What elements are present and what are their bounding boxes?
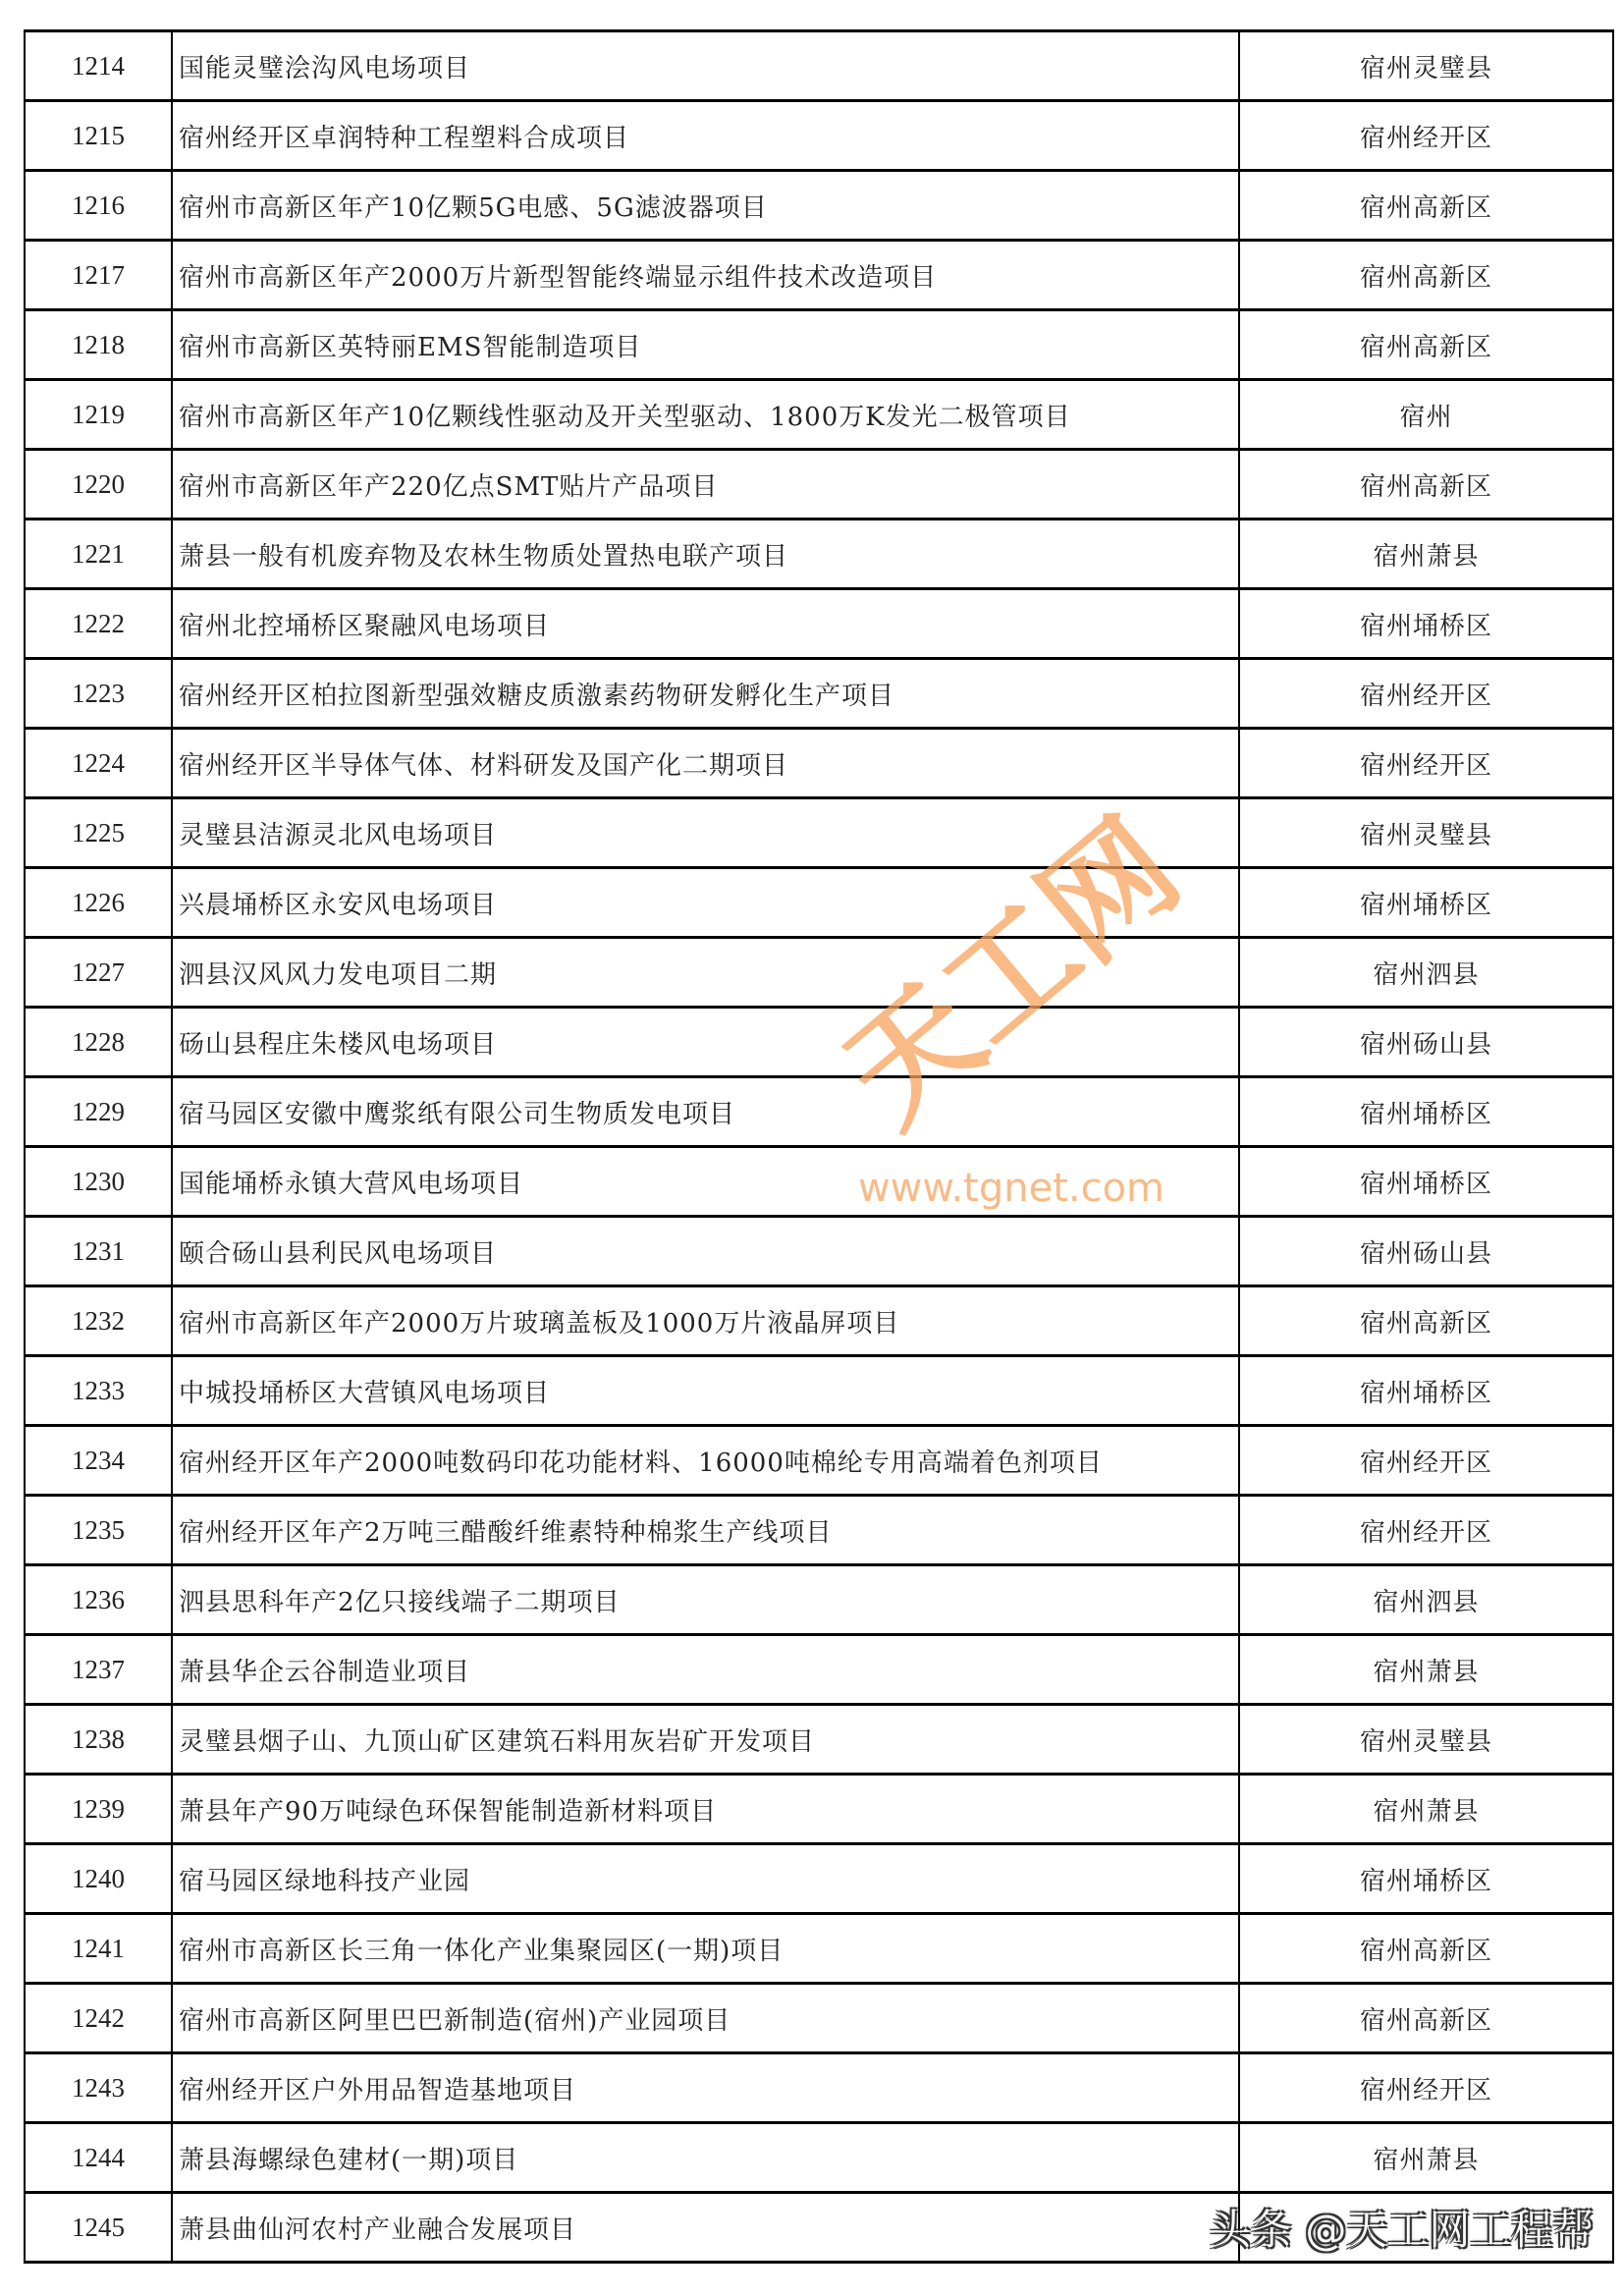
project-name: 宿马园区安徽中鹰浆纸有限公司生物质发电项目	[172, 1077, 1239, 1147]
project-region: 宿州埇桥区	[1239, 1147, 1613, 1217]
project-name: 宿州市高新区年产220亿点SMT贴片产品项目	[172, 450, 1239, 519]
project-name: 国能灵璧浍沟风电场项目	[172, 31, 1239, 101]
table-row	[25, 1008, 1613, 1077]
table-row	[25, 1147, 1613, 1217]
table-row	[25, 938, 1613, 1008]
row-number: 1228	[25, 1008, 172, 1077]
table-row	[25, 450, 1613, 519]
project-name: 砀山县程庄朱楼风电场项目	[172, 1008, 1239, 1077]
project-region: 宿州高新区	[1239, 310, 1613, 380]
project-name: 灵璧县烟子山、九顶山矿区建筑石料用灰岩矿开发项目	[172, 1705, 1239, 1775]
project-name: 宿州经开区卓润特种工程塑料合成项目	[172, 101, 1239, 171]
row-number: 1230	[25, 1147, 172, 1217]
row-number: 1243	[25, 2053, 172, 2123]
row-number: 1231	[25, 1217, 172, 1286]
project-table-body	[25, 31, 1613, 2263]
project-name: 宿州北控埇桥区聚融风电场项目	[172, 589, 1239, 659]
project-region: 宿州经开区	[1239, 1426, 1613, 1496]
project-region: 宿州经开区	[1239, 1496, 1613, 1565]
table-row	[25, 868, 1613, 938]
table-row	[25, 589, 1613, 659]
project-region: 宿州经开区	[1239, 729, 1613, 798]
project-region: 宿州高新区	[1239, 450, 1613, 519]
table-row	[25, 1565, 1613, 1635]
table-row	[25, 2053, 1613, 2123]
project-name: 泗县汉风风力发电项目二期	[172, 938, 1239, 1008]
row-number: 1218	[25, 310, 172, 380]
watermark-logo: 天工网	[816, 792, 1207, 1153]
table-row	[25, 1705, 1613, 1775]
project-region: 宿州萧县	[1239, 2123, 1613, 2193]
table-row	[25, 1496, 1613, 1565]
project-name: 萧县年产90万吨绿色环保智能制造新材料项目	[172, 1775, 1239, 1844]
project-name: 宿州市高新区英特丽EMS智能制造项目	[172, 310, 1239, 380]
row-number: 1217	[25, 241, 172, 310]
project-name: 中城投埇桥区大营镇风电场项目	[172, 1356, 1239, 1426]
watermark-url: www.tgnet.com	[857, 1166, 1165, 1211]
table-row	[25, 1356, 1613, 1426]
project-region: 宿州高新区	[1239, 1984, 1613, 2053]
project-region: 宿州经开区	[1239, 659, 1613, 729]
project-region: 宿州灵璧县	[1239, 1705, 1613, 1775]
table-row	[25, 310, 1613, 380]
table-row	[25, 798, 1613, 868]
project-region: 宿州埇桥区	[1239, 589, 1613, 659]
project-name: 灵璧县洁源灵北风电场项目	[172, 798, 1239, 868]
project-region: 宿州灵璧县	[1239, 798, 1613, 868]
row-number: 1237	[25, 1635, 172, 1705]
project-name: 宿州市高新区年产2000万片新型智能终端显示组件技术改造项目	[172, 241, 1239, 310]
row-number: 1235	[25, 1496, 172, 1565]
row-number: 1216	[25, 171, 172, 241]
project-name: 宿州经开区户外用品智造基地项目	[172, 2053, 1239, 2123]
project-region: 宿州萧县	[1239, 1775, 1613, 1844]
project-name: 宿州市高新区阿里巴巴新制造(宿州)产业园项目	[172, 1984, 1239, 2053]
table-row	[25, 241, 1613, 310]
table-row	[25, 1984, 1613, 2053]
project-name: 宿马园区绿地科技产业园	[172, 1844, 1239, 1914]
source-credit: 头条 @天工网工程帮	[1210, 2206, 1595, 2254]
project-region: 宿州埇桥区	[1239, 1356, 1613, 1426]
table-row	[25, 1844, 1613, 1914]
table-row	[25, 1217, 1613, 1286]
table-row	[25, 1635, 1613, 1705]
project-region: 宿州	[1239, 380, 1613, 450]
project-name: 宿州市高新区年产10亿颗线性驱动及开关型驱动、1800万K发光二极管项目	[172, 380, 1239, 450]
table-row	[25, 1286, 1613, 1356]
project-name: 萧县曲仙河农村产业融合发展项目	[172, 2193, 1239, 2263]
row-number: 1221	[25, 519, 172, 589]
project-name: 萧县一般有机废弃物及农林生物质处置热电联产项目	[172, 519, 1239, 589]
row-number: 1226	[25, 868, 172, 938]
table-row	[25, 171, 1613, 241]
project-region: 宿州高新区	[1239, 1914, 1613, 1984]
project-name: 兴晨埇桥区永安风电场项目	[172, 868, 1239, 938]
project-region: 宿州高新区	[1239, 241, 1613, 310]
row-number: 1240	[25, 1844, 172, 1914]
row-number: 1233	[25, 1356, 172, 1426]
project-name: 国能埇桥永镇大营风电场项目	[172, 1147, 1239, 1217]
row-number: 1223	[25, 659, 172, 729]
project-region: 宿州经开区	[1239, 2053, 1613, 2123]
table-row	[25, 101, 1613, 171]
project-region: 宿州泗县	[1239, 1565, 1613, 1635]
row-number: 1232	[25, 1286, 172, 1356]
row-number: 1244	[25, 2123, 172, 2193]
row-number: 1219	[25, 380, 172, 450]
project-region: 宿州高新区	[1239, 1286, 1613, 1356]
table-row	[25, 1914, 1613, 1984]
row-number: 1236	[25, 1565, 172, 1635]
project-name: 宿州经开区年产2万吨三醋酸纤维素特种棉浆生产线项目	[172, 1496, 1239, 1565]
row-number: 1214	[25, 31, 172, 101]
project-region: 宿州砀山县	[1239, 1217, 1613, 1286]
row-number: 1241	[25, 1914, 172, 1984]
row-number: 1224	[25, 729, 172, 798]
table-row	[25, 380, 1613, 450]
row-number: 1229	[25, 1077, 172, 1147]
row-number: 1227	[25, 938, 172, 1008]
row-number: 1220	[25, 450, 172, 519]
row-number: 1222	[25, 589, 172, 659]
project-name: 泗县思科年产2亿只接线端子二期项目	[172, 1565, 1239, 1635]
project-region: 宿州埇桥区	[1239, 1077, 1613, 1147]
project-region: 宿州灵璧县	[1239, 31, 1613, 101]
project-region: 宿州埇桥区	[1239, 1844, 1613, 1914]
project-name: 宿州经开区半导体气体、材料研发及国产化二期项目	[172, 729, 1239, 798]
project-region: 宿州高新区	[1239, 171, 1613, 241]
row-number: 1242	[25, 1984, 172, 2053]
project-region: 宿州经开区	[1239, 101, 1613, 171]
project-name: 宿州市高新区年产10亿颗5G电感、5G滤波器项目	[172, 171, 1239, 241]
project-name: 萧县海螺绿色建材(一期)项目	[172, 2123, 1239, 2193]
table-row	[25, 729, 1613, 798]
project-region: 宿州埇桥区	[1239, 868, 1613, 938]
project-name: 宿州市高新区长三角一体化产业集聚园区(一期)项目	[172, 1914, 1239, 1984]
row-number: 1239	[25, 1775, 172, 1844]
project-name: 颐合砀山县利民风电场项目	[172, 1217, 1239, 1286]
project-name: 宿州市高新区年产2000万片玻璃盖板及1000万片液晶屏项目	[172, 1286, 1239, 1356]
table-row	[25, 1426, 1613, 1496]
table-row	[25, 659, 1613, 729]
project-region: 宿州砀山县	[1239, 1008, 1613, 1077]
project-name: 萧县华企云谷制造业项目	[172, 1635, 1239, 1705]
project-region: 宿州萧县	[1239, 1635, 1613, 1705]
row-number: 1238	[25, 1705, 172, 1775]
project-name: 宿州经开区柏拉图新型强效糖皮质激素药物研发孵化生产项目	[172, 659, 1239, 729]
row-number: 1234	[25, 1426, 172, 1496]
row-number: 1225	[25, 798, 172, 868]
row-number: 1215	[25, 101, 172, 171]
project-region: 宿州泗县	[1239, 938, 1613, 1008]
table-row	[25, 31, 1613, 101]
table-row	[25, 519, 1613, 589]
project-region: 宿州萧县	[1239, 519, 1613, 589]
row-number: 1245	[25, 2193, 172, 2263]
project-name: 宿州经开区年产2000吨数码印花功能材料、16000吨棉纶专用高端着色剂项目	[172, 1426, 1239, 1496]
project-table	[24, 29, 1614, 2264]
table-row	[25, 1077, 1613, 1147]
table-row	[25, 2123, 1613, 2193]
table-row	[25, 1775, 1613, 1844]
